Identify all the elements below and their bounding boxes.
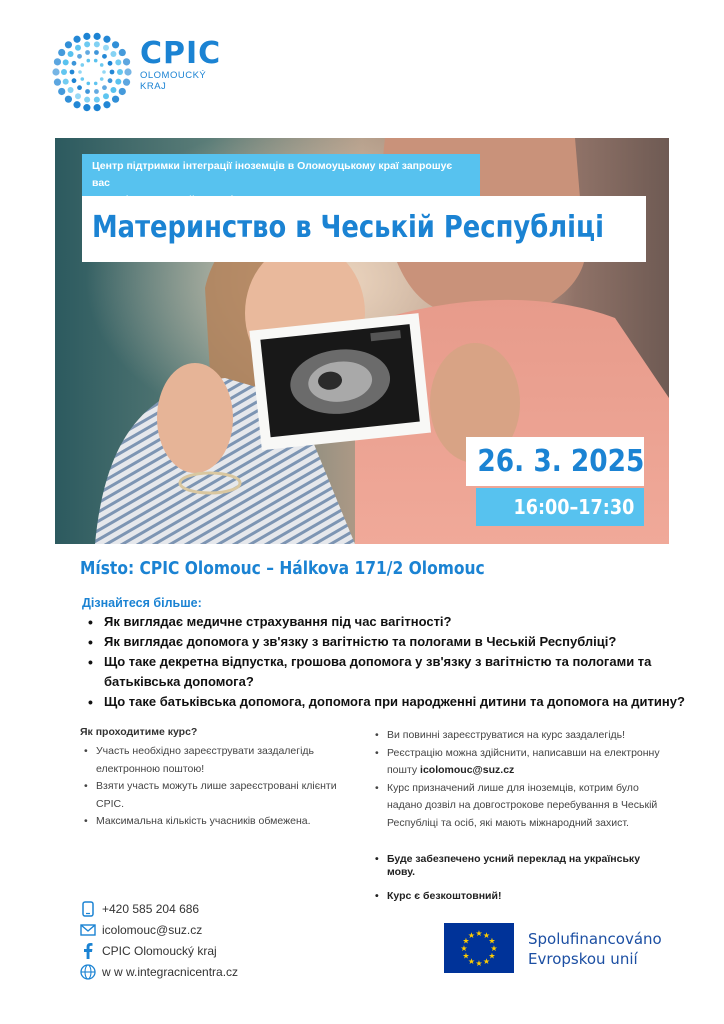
contact-phone[interactable] [78, 898, 238, 919]
svg-text:★: ★ [467, 931, 476, 941]
question-item: • Як виглядає медичне страхування під час вагітності? [82, 612, 692, 632]
facebook-icon [78, 942, 98, 960]
svg-text:★: ★ [482, 956, 491, 966]
intro-box [82, 154, 480, 200]
eu-cofinancing [444, 923, 684, 977]
list-item: • Максимальна кількість учасників обмежена. [80, 813, 350, 831]
list-item: • Участь необхідно зареєструвати заздалегідь електронною поштою! [80, 743, 350, 778]
event-place: Místo: CPIC Olomouc – Hálkova 171/2 Olomouc [80, 558, 485, 579]
time-box [476, 488, 644, 526]
list-item: • Взяти участь можуть лише зареєстровані клієнти CPIC. [80, 778, 350, 813]
contact-web[interactable] [78, 961, 238, 982]
svg-text:★: ★ [488, 951, 496, 961]
contact-web-text: w w w.integracnicentra.cz [102, 964, 239, 979]
svg-text:★: ★ [462, 936, 470, 946]
svg-text:★: ★ [488, 936, 496, 946]
registration-email[interactable]: icolomouc@suz.cz [420, 764, 515, 776]
phone-icon [78, 900, 98, 918]
question-item: • Як виглядає допомога у зв'язку з вагітністю та пологами в Чеській Республіці? [82, 632, 692, 652]
list-item: • Буде забезпечено усний переклад на українську мову. [371, 853, 671, 879]
mail-icon [78, 921, 98, 939]
course-bold-list [371, 853, 671, 914]
svg-text:★: ★ [475, 959, 483, 968]
svg-text:★: ★ [490, 944, 498, 953]
title-box [82, 196, 646, 262]
date-box [466, 437, 644, 486]
svg-text:★: ★ [462, 951, 470, 961]
event-time: 16:00–17:30 [513, 495, 634, 519]
question-item: • Що таке декретна відпустка, грошова допомога у зв'язку з вагітністю та пологами та батьківська допомога? [82, 652, 692, 692]
contact-facebook[interactable] [78, 940, 238, 961]
logo-region-line1: OLOMOUCKÝ [140, 70, 207, 81]
logo-region-line2: KRAJ [140, 81, 167, 92]
page-title: Материнство в Чеській Республіці [92, 210, 604, 245]
svg-text:★: ★ [475, 929, 483, 938]
learn-more-label: Дізнайтеся більше: [82, 596, 202, 610]
globe-icon [78, 963, 98, 981]
eu-flag-icon [444, 923, 514, 973]
list-item [371, 745, 661, 780]
registration-text: Реєстрацію можна здійснити, написавши на електронну пошту [387, 746, 660, 776]
svg-text:★: ★ [467, 956, 476, 966]
list-item: • Курс призначений лише для іноземців, котрим було надано дозвіл на довгострокове перебування в Чеській Республіці та осіб, які мають міжнародний захист. [371, 780, 661, 833]
contact-facebook-text: CPIC Olomoucký kraj [102, 943, 217, 958]
contact-phone-text: +420 585 204 686 [102, 901, 200, 916]
svg-text:★: ★ [482, 931, 491, 941]
intro-line1: Центр підтримки інтеграції іноземців в Оломоуцькому краї запрошує вас [92, 160, 453, 189]
eu-text-line1: Spolufinancováno [528, 930, 662, 948]
course-right-list [371, 727, 661, 832]
course-title: Як проходитиме курс? [80, 726, 198, 738]
contact-email[interactable] [78, 919, 238, 940]
svg-text:★: ★ [460, 944, 468, 953]
contacts [78, 898, 238, 982]
questions-list [82, 612, 692, 712]
contact-email-text: icolomouc@suz.cz [102, 922, 203, 937]
list-item: • Курс є безкоштовний! [371, 890, 671, 903]
question-item: • Що таке батьківська допомога, допомога при народженні дитини та допомога на дитину? [82, 692, 692, 712]
cpic-dots-logo-icon [52, 32, 132, 112]
course-left-list [80, 743, 350, 831]
cpic-logo [52, 32, 232, 112]
list-item: • Ви повинні зареєструватися на курс заздалегідь! [371, 727, 661, 745]
logo-name: CPIC [140, 36, 222, 71]
eu-text-line2: Evropskou unií [528, 950, 638, 968]
event-date: 26. 3. 2025 [477, 444, 645, 479]
